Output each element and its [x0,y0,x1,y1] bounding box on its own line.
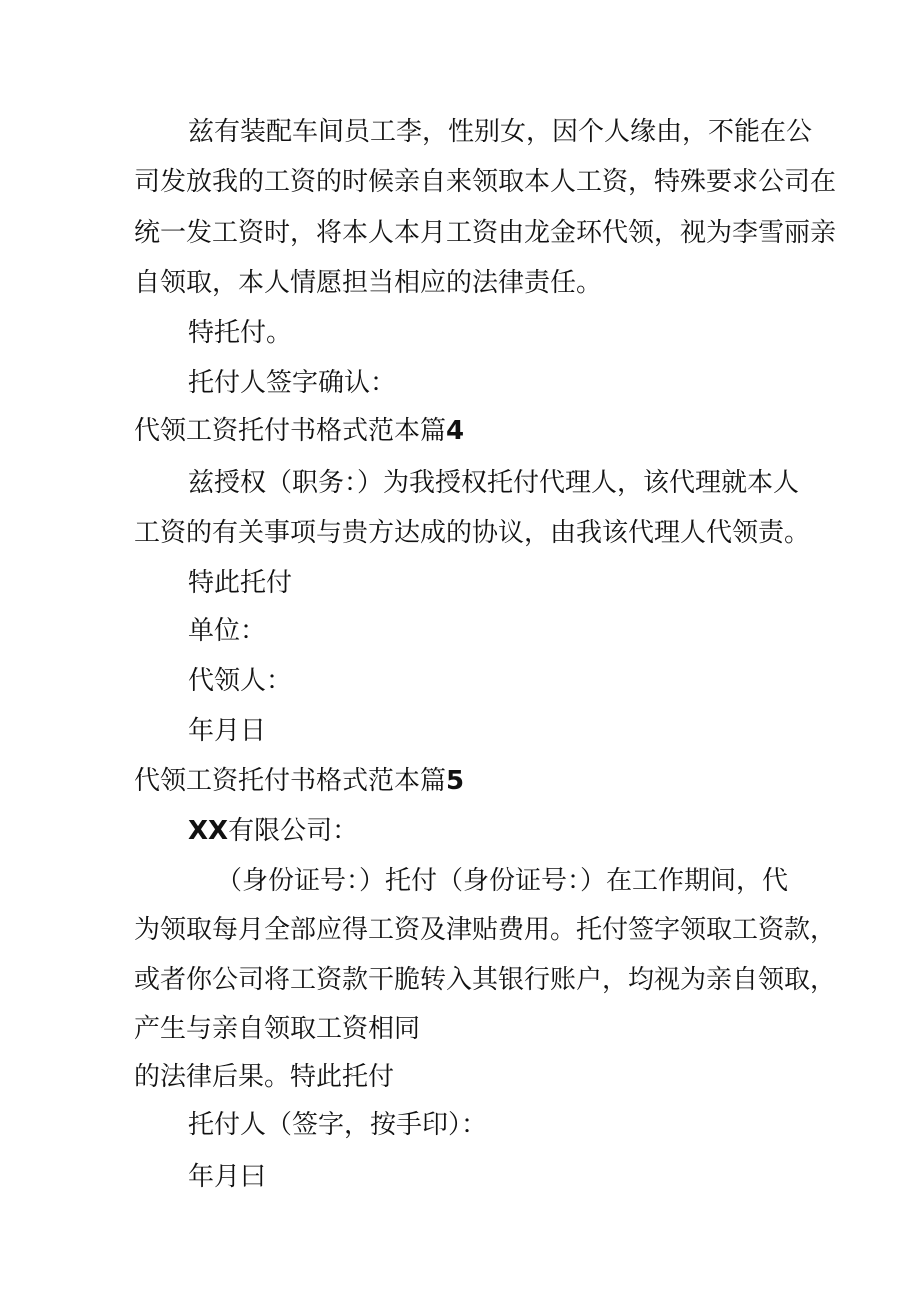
paragraph-line: 兹授权（职务：）为我授权托付代理人，该代理就本人 [188,468,800,498]
paragraph-line: 兹有装配车间员工李，性别女，因个人缘由，不能在公 [188,117,813,147]
paragraph-line: 工资的有关事项与贵方达成的协议，由我该代理人代领责。 [134,518,811,548]
paragraph-line: 统一发工资时，将本人本月工资由龙金环代领，视为李雪丽亲 [134,218,837,248]
addressee-line [188,814,358,848]
paragraph-line: 自领取，本人情愿担当相应的法律责任。 [134,268,603,298]
paragraph-line: 司发放我的工资的时候亲自来领取本人工资，特殊要求公司在 [134,167,837,197]
unit-line: 单位： [188,616,267,646]
heading-text: 代领工资托付书格式范本篇 [134,416,447,446]
date-line: 年月日 [188,716,267,746]
section-heading [134,764,464,798]
proxy-line: 代领人： [188,666,293,696]
addressee-suffix: 有限公司： [228,816,359,846]
heading-number: 5 [446,766,465,796]
date-line: 年月曰 [188,1162,267,1192]
signature-line: 托付人（签字，按手印）： [188,1110,488,1140]
addressee-prefix: XX [188,816,229,846]
paragraph-line: 的法律后果。特此托付 [134,1062,395,1092]
signature-line: 托付人签字确认： [188,368,397,398]
closing-line: 特托付。 [188,318,293,348]
paragraph-line: 或者你公司将工资款干脆转入其银行账户，均视为亲自领取， [134,965,837,995]
paragraph-line: （身份证号：）托付（身份证号：）在工作期间，代 [216,866,789,896]
section-heading [134,414,464,448]
closing-line: 特此托付 [188,568,293,598]
paragraph-line: 产生与亲自领取工资相同 [134,1014,421,1044]
heading-text: 代领工资托付书格式范本篇 [134,766,447,796]
heading-number: 4 [446,416,465,446]
paragraph-line: 为领取每月全部应得工资及津贴费用。托付签字领取工资款， [134,915,837,945]
